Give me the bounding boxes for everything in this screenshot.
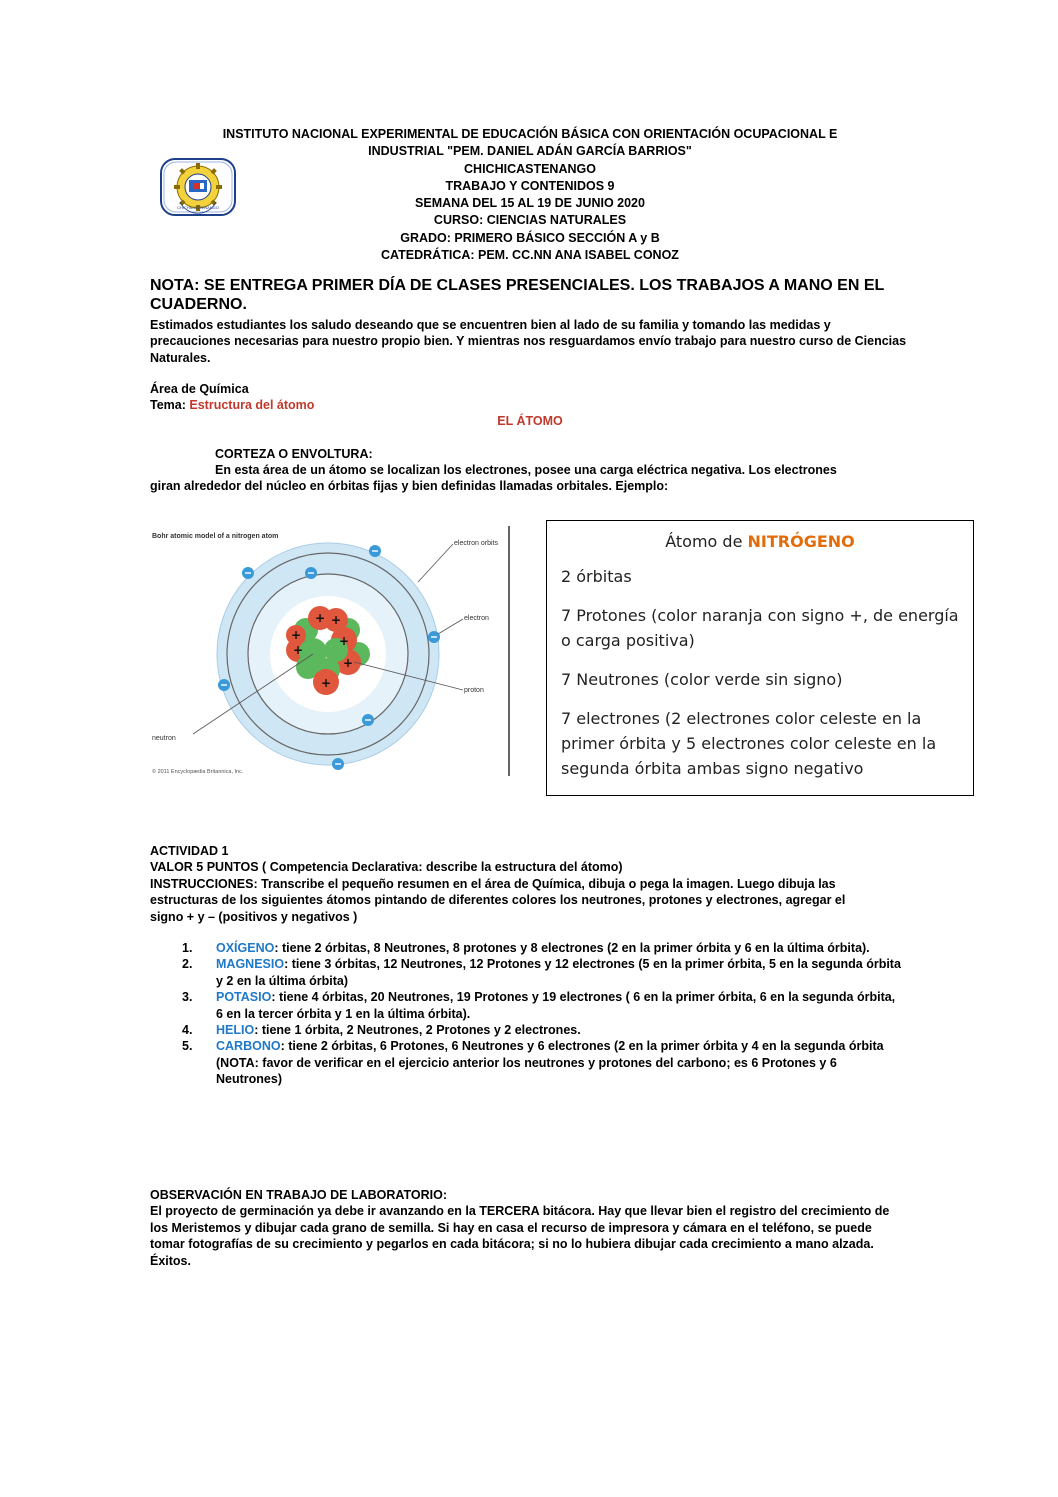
label-electron-orbits: electron orbits: [454, 540, 498, 547]
list-item: [182, 956, 902, 989]
atom-name: HELIO: [216, 1023, 255, 1038]
infobox-line: 7 electrones (2 electrones color celeste en la primer órbita y 5 electrones color celeste en la segunda órbita ambas signo negativo: [561, 709, 937, 778]
figure-title: Bohr atomic model of a nitrogen atom: [152, 533, 279, 540]
infobox-title-prefix: Átomo de: [665, 532, 748, 551]
atom-list: [182, 940, 902, 1088]
observacion-title: OBSERVACIÓN EN TRABAJO DE LABORATORIO:: [150, 1188, 448, 1202]
tema-value: Estructura del átomo: [189, 398, 315, 412]
infobox-title-element: NITRÓGENO: [747, 532, 855, 551]
nota-heading: NOTA: SE ENTREGA PRIMER DÍA DE CLASES PRESENCIALES. LOS TRABAJOS A MANO EN EL CUADERNO.: [150, 277, 884, 313]
observacion-exitos: Éxitos.: [150, 1253, 191, 1268]
infobox-line: 7 Protones (color naranja con signo +, de energía o carga positiva): [561, 606, 959, 650]
header-line: TRABAJO Y CONTENIDOS 9: [445, 178, 615, 193]
list-item: [182, 1038, 902, 1087]
corteza-text: En esta área de un átomo se localizan los electrones, posee una carga eléctrica negativa. Los electrones giran alrededor del núcleo en órbitas fijas y bien definidas llamadas orbitales. Ejemplo:: [150, 463, 837, 494]
actividad-title: ACTIVIDAD 1: [150, 844, 229, 858]
svg-text:+: +: [320, 676, 332, 690]
infobox-line: 2 órbitas: [561, 567, 632, 586]
infobox-title: [561, 529, 959, 554]
item-number: 1.: [182, 941, 193, 955]
atom-name: OXÍGENO: [216, 941, 275, 955]
school-logo: [160, 158, 236, 216]
header-line: CHICHICASTENANGO: [464, 161, 596, 176]
atom-description: : tiene 1 órbita, 2 Neutrones, 2 Protones y 2 electrones.: [254, 1023, 581, 1038]
header-line: GRADO: PRIMERO BÁSICO SECCIÓN A y B: [400, 230, 660, 245]
list-item: [182, 940, 902, 956]
intro-paragraph: Estimados estudiantes los saludo deseando que se encuentren bien al lado de su familia y tomando las medidas y precauciones necesarias para nuestro propio bien. Y mientras nos resguardamos envío trabajo para nuestro curso de Ciencias Naturales.: [150, 318, 907, 365]
svg-text:+: +: [290, 628, 302, 642]
tema-line: [150, 397, 314, 413]
atom-description: : tiene 2 órbitas, 8 Neutrones, 8 protones y 8 electrones (2 en la primer órbita y 6 en la última órbita).: [274, 941, 870, 955]
svg-text:+: +: [314, 611, 326, 625]
area-label: Área de Química: [150, 382, 249, 396]
label-neutron: neutron: [152, 735, 176, 742]
header-line: CURSO: CIENCIAS NATURALES: [433, 213, 627, 228]
svg-text:+: +: [342, 656, 354, 670]
header-line: CATEDRÁTICA: PEM. CC.NN ANA ISABEL CONOZ: [381, 248, 679, 263]
actividad-instrucciones: INSTRUCCIONES: Transcribe el pequeño resumen en el área de Química, dibuja o pega la imagen. Luego dibuja las estructuras de los siguientes átomos pintando de diferentes colores los neutrones, protones y electrones, agregar el signo + y – (positivos y negativos ): [150, 876, 846, 924]
header-line: SEMANA DEL 15 AL 19 DE JUNIO 2020: [415, 196, 645, 211]
observacion-text: El proyecto de germinación ya debe ir avanzando en la TERCERA bitácora. Hay que llevar bien el registro del crecimiento de los Meristemos y dibujar cada grano de semilla. Si hay en casa el recurso de impresora y cámara en el teléfono, se puede tomar fotografías de su crecimiento y pegarlos en cada bitácora; si no lo hubiera dibujar cada crecimiento a mano alzada.: [150, 1204, 890, 1252]
atom-description: : tiene 2 órbitas, 6 Protones, 6 Neutrones y 6 electrones (2 en la primer órbita y 4 en la segunda órbita (NOTA: favor de verificar en el ejercicio anterior los neutrones y protones del carbono; es 6 Protones y 6 Neutrones): [216, 1039, 884, 1087]
logo-text: CHICHICASTENANGO: [177, 205, 219, 210]
figure-copyright: © 2011 Encyclopædia Britannica, Inc.: [152, 769, 244, 775]
svg-text:+: +: [338, 634, 350, 648]
header-line: INSTITUTO NACIONAL EXPERIMENTAL DE EDUCACIÓN BÁSICA CON ORIENTACIÓN OCUPACIONAL E: [222, 127, 838, 141]
svg-text:+: +: [330, 613, 342, 627]
observacion-block: [150, 1187, 895, 1269]
header-line: INDUSTRIAL "PEM. DANIEL ADÁN GARCÍA BARRIOS": [368, 144, 692, 159]
atom-description: : tiene 3 órbitas, 12 Neutrones, 12 Protones y 12 electrones (5 en la primer órbita, 5 en la segunda órbita y 2 en la última órbita): [216, 957, 901, 988]
tema-label: Tema:: [150, 398, 190, 412]
item-number: 4.: [182, 1023, 193, 1038]
item-number: 2.: [182, 957, 193, 972]
bohr-nitrogen-figure: [148, 522, 510, 776]
document-header: [150, 126, 910, 264]
list-item: [182, 989, 902, 1022]
nitrogen-info-box: [546, 520, 974, 796]
atom-name: MAGNESIO: [216, 957, 285, 972]
label-proton: proton: [464, 687, 484, 694]
atom-description: : tiene 4 órbitas, 20 Neutrones, 19 Protones y 19 electrones ( 6 en la primer órbita, 6 en la segunda órbita, 6 en la tercer órbita y 1 en la última órbita).: [216, 990, 896, 1021]
actividad-valor: VALOR 5 PUNTOS ( Competencia Declarativa: describe la estructura del átomo): [150, 860, 623, 875]
list-item: [182, 1022, 902, 1038]
item-number: 5.: [182, 1039, 193, 1054]
infobox-line: 7 Neutrones (color verde sin signo): [561, 670, 843, 689]
actividad-block: [150, 843, 870, 925]
svg-text:+: +: [292, 643, 304, 657]
atom-name: POTASIO: [216, 990, 272, 1005]
corteza-title: CORTEZA O ENVOLTURA:: [215, 447, 373, 461]
item-number: 3.: [182, 990, 193, 1005]
atom-name: CARBONO: [216, 1039, 281, 1054]
section-title: EL ÁTOMO: [497, 414, 563, 428]
label-electron: electron: [464, 615, 489, 622]
